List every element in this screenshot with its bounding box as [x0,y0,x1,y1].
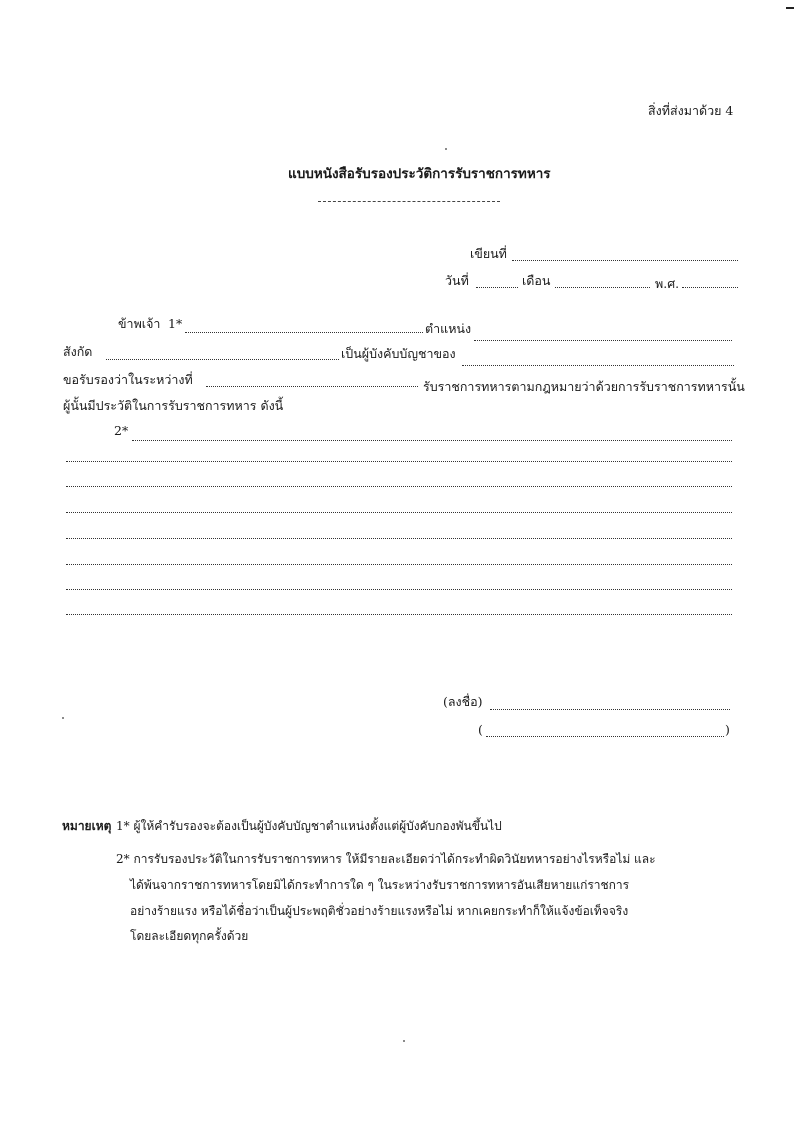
attachment-label: สิ่งที่ส่งมาด้วย 4 [648,103,734,118]
written-at-label: เขียนที่ [470,246,507,261]
month-field[interactable] [555,287,650,288]
scan-mark [786,7,794,9]
detail-line-3[interactable] [66,486,732,487]
detail-line-5[interactable] [66,538,732,539]
close-paren: ) [725,722,730,737]
printed-name-field[interactable] [486,736,724,737]
page-title: แบบหนังสือรับรองประวัติการรับราชการทหาร [288,166,551,182]
note-2-line-3: อย่างร้ายแรง หรือได้ชื่อว่าเป็นผู้ประพฤติชั่วอย่างร้ายแรงหรือไม่ หากเคยกระทำก็ให้แจ้งข้อเท็จจริง [130,904,629,918]
detail-line-6[interactable] [66,564,732,565]
scan-speck [403,1040,405,1042]
notes-label: หมายเหตุ [62,819,112,833]
note-2-line-1: 2* การรับรองประวัติในการรับราชการทหาร ให้มีรายละเอียดว่าได้กระทำผิดวินัยทหารอย่างไรหรือไม่ และ [116,852,656,866]
subject-field[interactable] [206,386,418,387]
affiliation-label: สังกัด [63,344,93,359]
written-at-field[interactable] [512,260,738,261]
date-label: วันที่ [445,273,469,288]
note-1: 1* ผู้ให้คำรับรองจะต้องเป็นผู้บังคับบัญชาตำแหน่งตั้งแต่ผู้บังคับกองพันขึ้นไป [116,819,502,833]
detail-line-7[interactable] [66,589,732,590]
note-2-line-2: ได้พ้นจากราชการทหารโดยมิได้กระทำการใด ๆ ในระหว่างรับราชการทหารอันเสียหายแก่ราชการ [130,878,630,892]
scan-speck [62,717,64,719]
detail-line-8[interactable] [66,614,732,615]
note1-ref: 1* [168,316,183,331]
service-text: รับราชการทหารตามกฎหมายว่าด้วยการรับราชการทหารนั้น [423,379,745,394]
detail-line-2[interactable] [66,461,732,462]
title-underline [318,201,500,202]
detail-line-4[interactable] [66,512,732,513]
affiliation-field[interactable] [106,359,339,360]
position-field[interactable] [474,340,732,341]
sign-label: (ลงชื่อ) [443,694,483,709]
open-paren: ( [478,722,483,737]
day-field[interactable] [476,287,518,288]
detail-line-1[interactable] [132,440,732,441]
name-field[interactable] [185,332,423,333]
subordinate-field[interactable] [462,365,734,366]
certify-label: ขอรับรองว่าในระหว่างที่ [63,372,193,387]
year-field[interactable] [682,287,738,288]
i-label: ข้าพเจ้า [118,316,161,331]
note2-ref: 2* [114,423,129,438]
year-label: พ.ศ. [655,276,680,291]
history-text: ผู้นั้นมีประวัติในการรับราชการทหาร ดังนี้ [63,398,284,413]
scan-speck [445,148,447,150]
signature-field[interactable] [490,709,730,710]
supervisor-label: เป็นผู้บังคับบัญชาของ [341,346,456,361]
position-label: ตำแหน่ง [425,321,472,336]
month-label: เดือน [522,273,551,288]
note-2-line-4: โดยละเอียดทุกครั้งด้วย [130,929,249,943]
